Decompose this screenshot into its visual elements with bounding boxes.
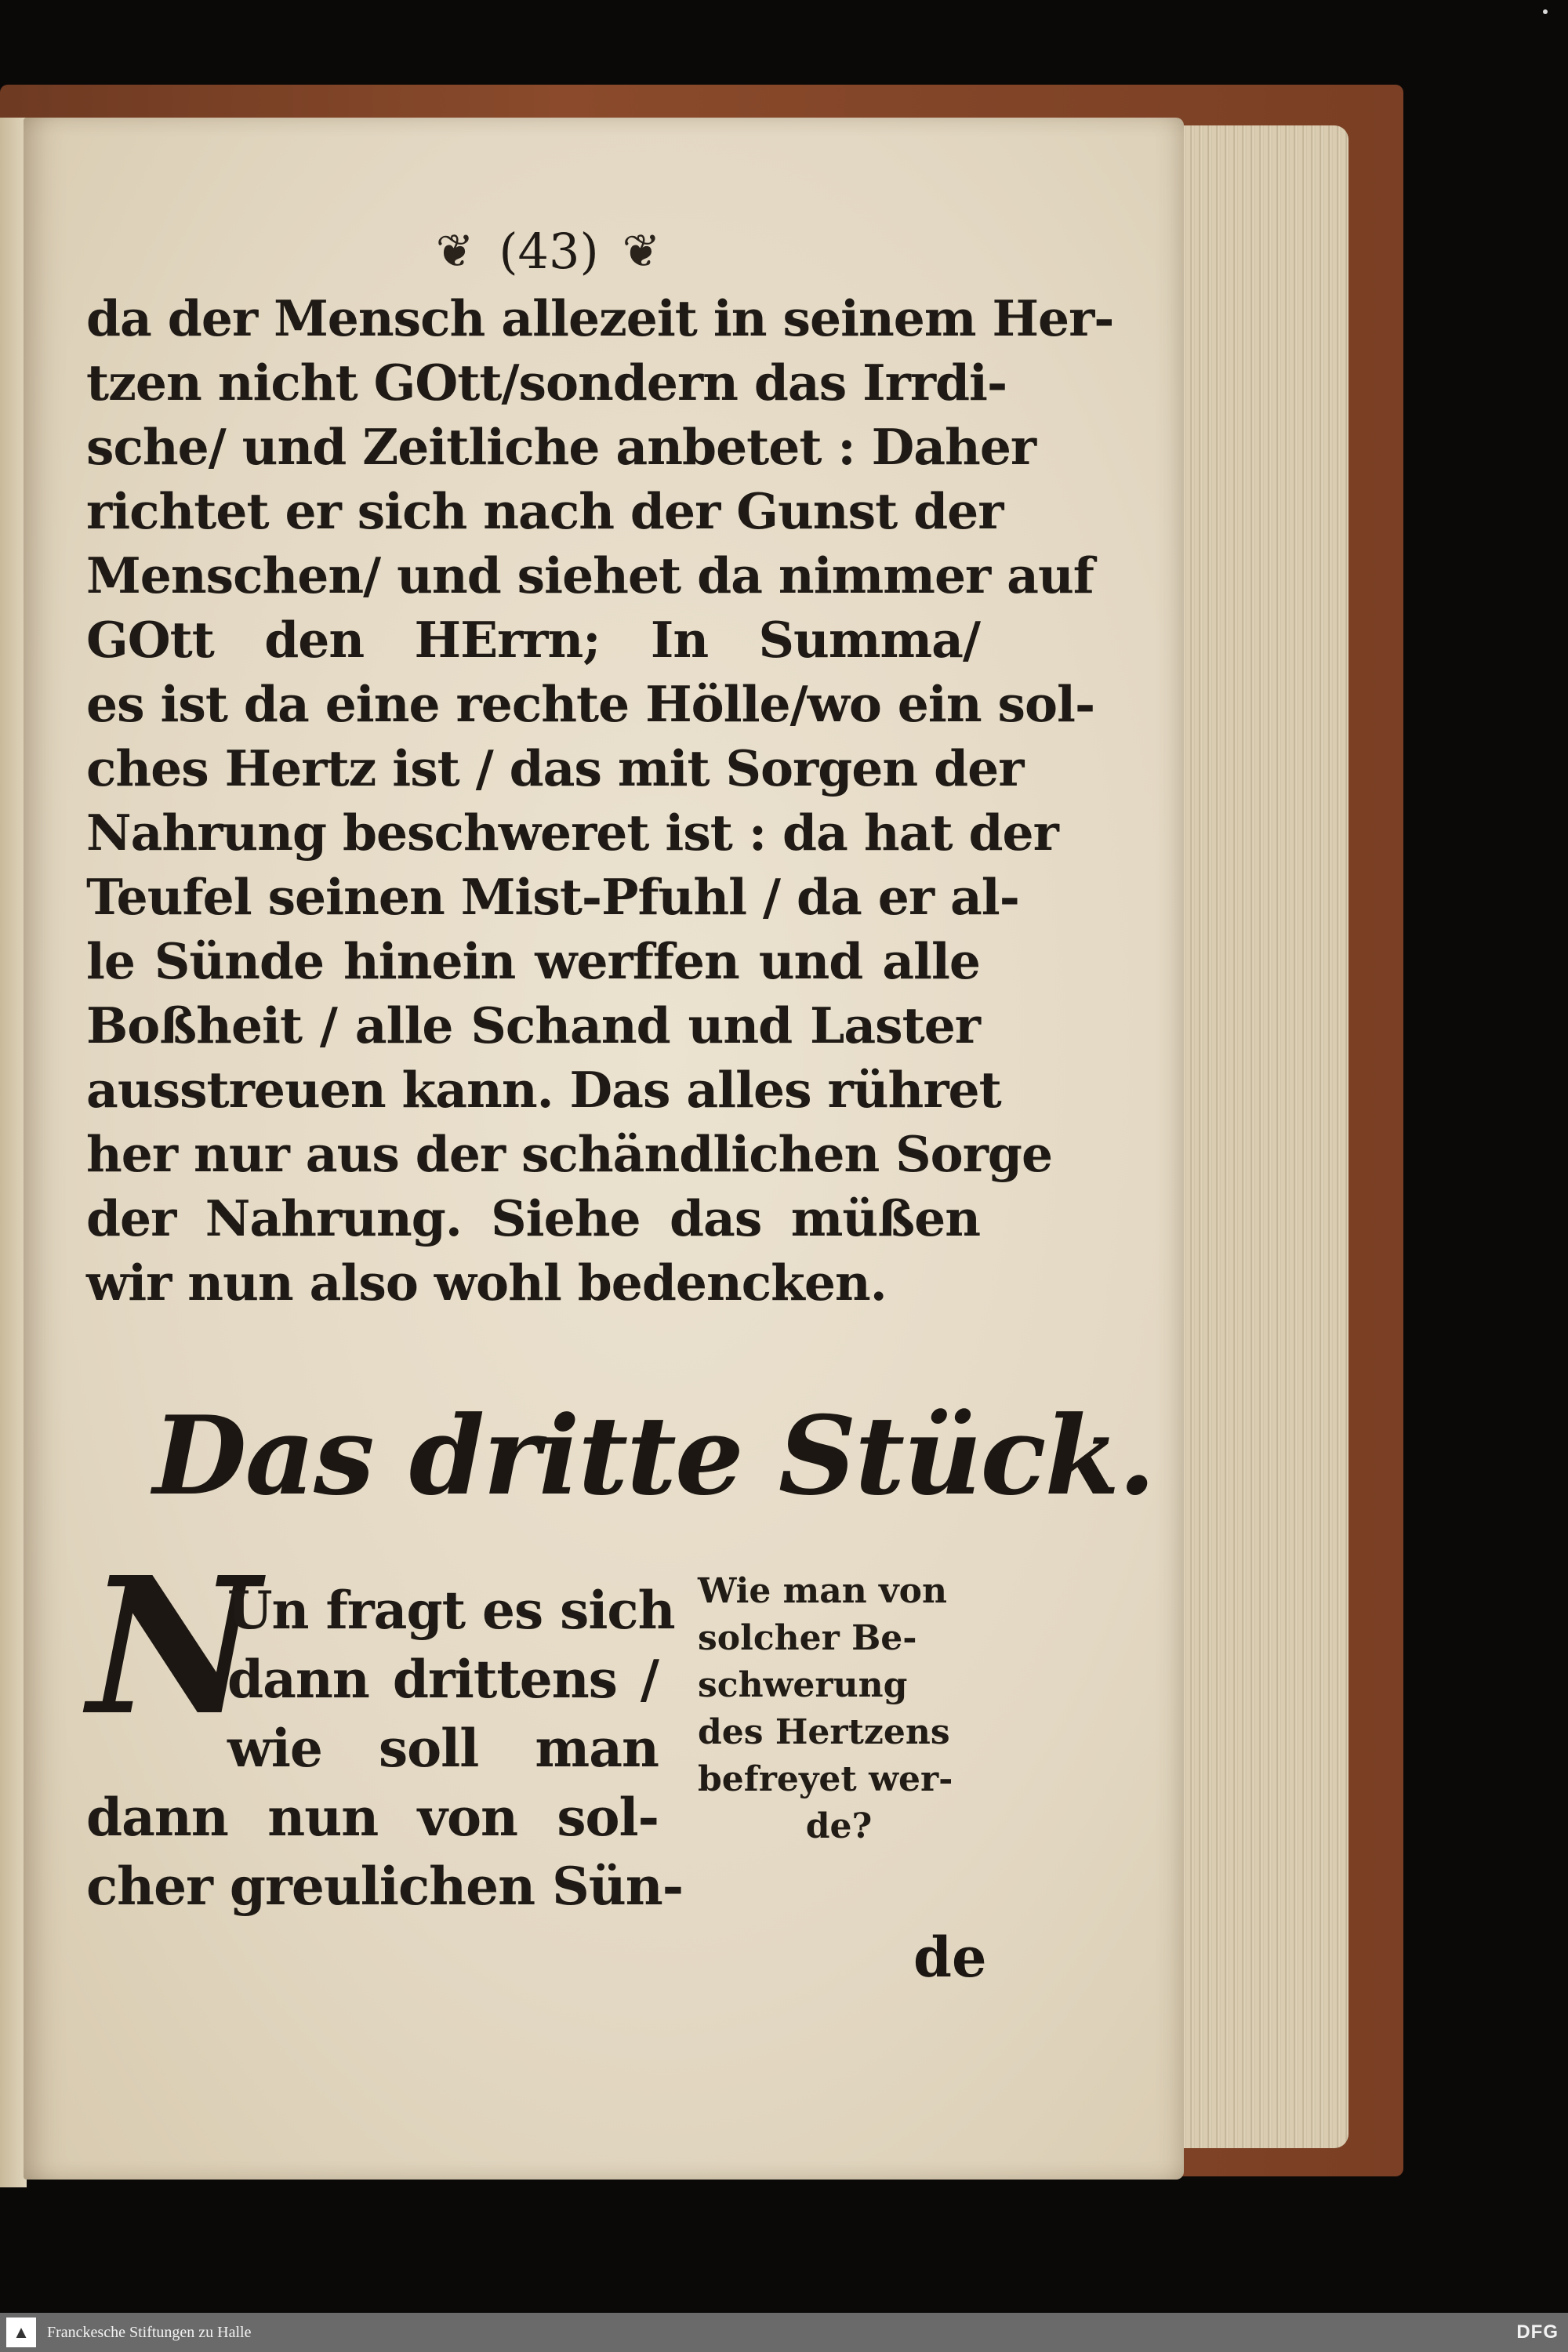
text-line: wie soll man	[227, 1718, 659, 1779]
text-line: dann drittens /	[227, 1649, 659, 1710]
text-line: le Sünde hinein werffen und alle	[86, 932, 980, 990]
text-line: da der Mensch allezeit in seinem Her-	[86, 289, 1114, 347]
footer-bar	[0, 2313, 1568, 2352]
text-line: her nur aus der schändlichen Sorge	[86, 1125, 1053, 1183]
text-line: richtet er sich nach der Gunst der	[86, 482, 1004, 540]
ornament-left-icon: ❦	[435, 224, 476, 278]
text-line: Teufel seinen Mist-Pfuhl / da er al-	[86, 868, 1019, 926]
text-line: GOtt den HErrn; In Summa/	[86, 611, 980, 669]
second-paragraph	[86, 1576, 684, 1921]
text-line: sche/ und Zeitliche anbetet : Daher	[86, 418, 1036, 476]
institution-logo-icon: ▲	[6, 2318, 36, 2347]
dropcap: N	[88, 1536, 260, 1757]
text-line: ches Hertz ist / das mit Sorgen der	[86, 739, 1024, 797]
section-title: Das dritte Stück.	[153, 1392, 1155, 1519]
text-line: Un fragt es sich	[227, 1580, 675, 1641]
text-line: es ist da eine rechte Hölle/wo ein sol-	[86, 675, 1095, 733]
margin-note	[698, 1568, 980, 1850]
institution-name: Franckesche Stiftungen zu Halle	[47, 2323, 252, 2341]
page-edges	[1160, 125, 1348, 2148]
text-line: tzen nicht GOtt/sondern das Irrdi-	[86, 354, 1007, 412]
text-line: Nahrung beschweret ist : da hat der	[86, 804, 1058, 862]
left-page-edge	[0, 118, 27, 2187]
margin-note-line: de?	[805, 1806, 873, 1846]
page-header	[118, 216, 980, 286]
margin-note-line: des Hertzens	[698, 1712, 950, 1752]
page-number: (43)	[499, 222, 599, 280]
margin-note-line: schwerung	[698, 1665, 908, 1705]
margin-note-line: Wie man von	[698, 1571, 947, 1611]
text-line: dann nun von sol-	[86, 1787, 659, 1848]
text-line: Menschen/ und siehet da nimmer auf	[86, 546, 1094, 604]
text-line: der Nahrung. Siehe das müßen	[86, 1189, 980, 1247]
margin-note-line: solcher Be-	[698, 1618, 917, 1658]
margin-note-line: befreyet wer-	[698, 1759, 953, 1799]
dfg-logo: DFG	[1516, 2321, 1559, 2343]
main-text	[86, 216, 1114, 1315]
text-line: ausstreuen kann. Das alles rühret	[86, 1061, 1001, 1119]
text-line: Boßheit / alle Schand und Laster	[86, 996, 980, 1054]
ornament-right-icon: ❦	[622, 224, 662, 278]
corner-dot	[1543, 9, 1548, 14]
catchword: de	[913, 1925, 987, 1990]
text-line: cher greulichen Sün-	[86, 1856, 684, 1917]
text-line: wir nun also wohl bedencken.	[86, 1254, 887, 1312]
